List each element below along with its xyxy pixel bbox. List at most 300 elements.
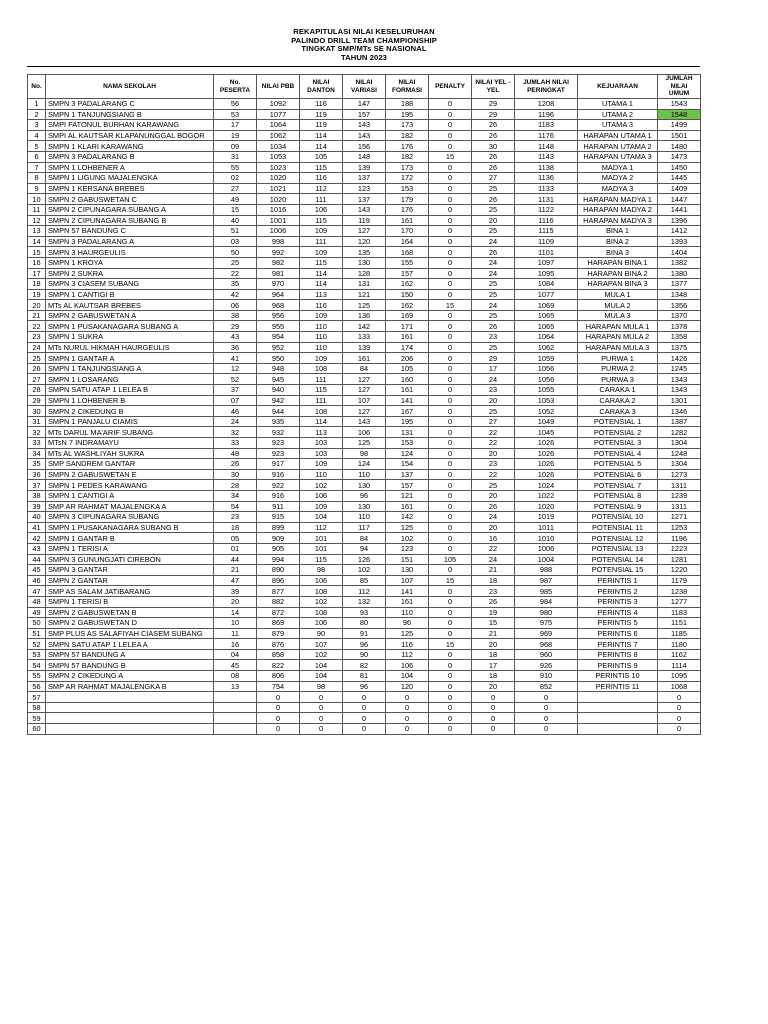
cell-variation-score: 121 bbox=[343, 289, 386, 300]
cell-yel-yel-score: 20 bbox=[472, 681, 515, 692]
table-row bbox=[28, 533, 701, 544]
cell-yel-yel-score: 29 bbox=[472, 109, 515, 120]
cell-ranking-total: 1138 bbox=[515, 162, 578, 173]
cell-variation-score: 123 bbox=[343, 183, 386, 194]
cell-pbb-score: 942 bbox=[257, 395, 300, 406]
cell-general-total: 1271 bbox=[658, 512, 701, 523]
cell-penalty: 0 bbox=[429, 416, 472, 427]
cell-pbb-score: 0 bbox=[257, 713, 300, 724]
cell-pbb-score: 869 bbox=[257, 618, 300, 629]
cell-pbb-score: 932 bbox=[257, 427, 300, 438]
cell-no: 57 bbox=[28, 692, 46, 703]
cell-penalty: 0 bbox=[429, 628, 472, 639]
table-row bbox=[28, 543, 701, 554]
cell-variation-score: 117 bbox=[343, 522, 386, 533]
cell-formation-score: 176 bbox=[386, 204, 429, 215]
table-row bbox=[28, 99, 701, 110]
cell-ranking-total: 1004 bbox=[515, 554, 578, 565]
cell-formation-score: 164 bbox=[386, 236, 429, 247]
cell-general-total: 1223 bbox=[658, 543, 701, 554]
cell-yel-yel-score: 25 bbox=[472, 204, 515, 215]
cell-participant-no bbox=[214, 713, 257, 724]
cell-danton-score: 112 bbox=[300, 522, 343, 533]
cell-school-name: SMPN 1 TERISI A bbox=[46, 543, 214, 554]
cell-danton-score: 113 bbox=[300, 427, 343, 438]
cell-yel-yel-score: 30 bbox=[472, 141, 515, 152]
cell-ranking-total: 1011 bbox=[515, 522, 578, 533]
cell-variation-score: 130 bbox=[343, 480, 386, 491]
cell-school-name: SMPN 2 GABUSWETAN A bbox=[46, 310, 214, 321]
cell-danton-score: 102 bbox=[300, 480, 343, 491]
cell-championship: PERINTIS 10 bbox=[578, 671, 658, 682]
cell-yel-yel-score: 24 bbox=[472, 512, 515, 523]
cell-school-name: SMPN 57 BANDUNG B bbox=[46, 660, 214, 671]
table-row bbox=[28, 586, 701, 597]
title-divider bbox=[27, 66, 700, 67]
cell-formation-score: 173 bbox=[386, 120, 429, 131]
cell-general-total: 1238 bbox=[658, 586, 701, 597]
cell-championship: PERINTIS 4 bbox=[578, 607, 658, 618]
cell-school-name bbox=[46, 692, 214, 703]
cell-general-total: 1480 bbox=[658, 141, 701, 152]
cell-participant-no: 48 bbox=[214, 448, 257, 459]
cell-ranking-total: 975 bbox=[515, 618, 578, 629]
cell-general-total: 0 bbox=[658, 692, 701, 703]
cell-general-total: 1387 bbox=[658, 416, 701, 427]
cell-variation-score: 136 bbox=[343, 310, 386, 321]
cell-variation-score: 130 bbox=[343, 501, 386, 512]
cell-yel-yel-score: 26 bbox=[472, 130, 515, 141]
cell-yel-yel-score: 26 bbox=[472, 596, 515, 607]
cell-school-name: SMPN 1 CANTIGI B bbox=[46, 289, 214, 300]
cell-yel-yel-score: 22 bbox=[472, 543, 515, 554]
cell-penalty: 0 bbox=[429, 406, 472, 417]
cell-ranking-total: 1059 bbox=[515, 353, 578, 364]
cell-variation-score: 94 bbox=[343, 543, 386, 554]
cell-yel-yel-score: 29 bbox=[472, 353, 515, 364]
cell-formation-score: 176 bbox=[386, 141, 429, 152]
cell-participant-no: 23 bbox=[214, 512, 257, 523]
cell-no: 59 bbox=[28, 713, 46, 724]
cell-participant-no: 22 bbox=[214, 268, 257, 279]
cell-pbb-score: 879 bbox=[257, 628, 300, 639]
cell-championship: POTENSIAL 14 bbox=[578, 554, 658, 565]
cell-variation-score: 127 bbox=[343, 226, 386, 237]
cell-championship: HARAPAN UTAMA 2 bbox=[578, 141, 658, 152]
col-header-championship: KEJUARAAN bbox=[578, 75, 658, 99]
table-row bbox=[28, 289, 701, 300]
cell-school-name: SMPN 2 GANTAR bbox=[46, 575, 214, 586]
cell-variation-score: 147 bbox=[343, 99, 386, 110]
cell-formation-score: 131 bbox=[386, 427, 429, 438]
cell-ranking-total: 1196 bbox=[515, 109, 578, 120]
cell-formation-score: 179 bbox=[386, 194, 429, 205]
cell-variation-score: 132 bbox=[343, 596, 386, 607]
cell-ranking-total: 1022 bbox=[515, 490, 578, 501]
cell-formation-score: 162 bbox=[386, 300, 429, 311]
cell-championship: MADYA 2 bbox=[578, 173, 658, 184]
cell-penalty: 0 bbox=[429, 289, 472, 300]
cell-danton-score: 115 bbox=[300, 215, 343, 226]
cell-pbb-score: 954 bbox=[257, 332, 300, 343]
cell-school-name: SMPN SATU ATAP 1 LELEA B bbox=[46, 385, 214, 396]
cell-school-name: MTs AL KAUTSAR BREBES bbox=[46, 300, 214, 311]
cell-penalty: 0 bbox=[429, 374, 472, 385]
cell-no: 46 bbox=[28, 575, 46, 586]
cell-penalty: 0 bbox=[429, 586, 472, 597]
cell-ranking-total: 1020 bbox=[515, 501, 578, 512]
cell-no: 35 bbox=[28, 459, 46, 470]
cell-ranking-total: 1056 bbox=[515, 363, 578, 374]
cell-variation-score: 112 bbox=[343, 586, 386, 597]
cell-yel-yel-score: 18 bbox=[472, 671, 515, 682]
cell-general-total: 1162 bbox=[658, 649, 701, 660]
cell-championship: CARAKA 1 bbox=[578, 385, 658, 396]
cell-penalty: 0 bbox=[429, 204, 472, 215]
table-body bbox=[28, 99, 701, 735]
table-row bbox=[28, 607, 701, 618]
cell-formation-score: 169 bbox=[386, 310, 429, 321]
cell-ranking-total: 1019 bbox=[515, 512, 578, 523]
cell-penalty: 0 bbox=[429, 448, 472, 459]
table-row bbox=[28, 395, 701, 406]
cell-championship: MULA 3 bbox=[578, 310, 658, 321]
cell-yel-yel-score: 26 bbox=[472, 321, 515, 332]
cell-participant-no bbox=[214, 702, 257, 713]
cell-formation-score: 151 bbox=[386, 554, 429, 565]
cell-general-total: 1114 bbox=[658, 660, 701, 671]
cell-championship: MADYA 1 bbox=[578, 162, 658, 173]
cell-pbb-score: 915 bbox=[257, 512, 300, 523]
cell-variation-score: 143 bbox=[343, 120, 386, 131]
cell-general-total: 1356 bbox=[658, 300, 701, 311]
cell-ranking-total: 1064 bbox=[515, 332, 578, 343]
cell-pbb-score: 877 bbox=[257, 586, 300, 597]
cell-championship: UTAMA 3 bbox=[578, 120, 658, 131]
cell-penalty: 0 bbox=[429, 194, 472, 205]
cell-general-total: 1450 bbox=[658, 162, 701, 173]
cell-no: 38 bbox=[28, 490, 46, 501]
cell-pbb-score: 909 bbox=[257, 533, 300, 544]
cell-school-name: SMPN 3 PADALARANG B bbox=[46, 151, 214, 162]
cell-no: 49 bbox=[28, 607, 46, 618]
cell-championship: POTENSIAL 8 bbox=[578, 490, 658, 501]
cell-general-total: 1068 bbox=[658, 681, 701, 692]
cell-variation-score: 157 bbox=[343, 109, 386, 120]
cell-penalty: 0 bbox=[429, 533, 472, 544]
cell-variation-score: 125 bbox=[343, 438, 386, 449]
col-header-penalty: PENALTY bbox=[429, 75, 472, 99]
cell-general-total: 1396 bbox=[658, 215, 701, 226]
cell-variation-score: 106 bbox=[343, 427, 386, 438]
cell-penalty: 0 bbox=[429, 501, 472, 512]
cell-yel-yel-score: 27 bbox=[472, 416, 515, 427]
cell-formation-score: 120 bbox=[386, 681, 429, 692]
cell-penalty: 0 bbox=[429, 702, 472, 713]
cell-variation-score: 139 bbox=[343, 342, 386, 353]
cell-no: 29 bbox=[28, 395, 46, 406]
cell-penalty: 0 bbox=[429, 215, 472, 226]
cell-formation-score: 182 bbox=[386, 151, 429, 162]
cell-general-total: 1151 bbox=[658, 618, 701, 629]
cell-penalty: 0 bbox=[429, 649, 472, 660]
cell-general-total: 1245 bbox=[658, 363, 701, 374]
cell-formation-score: 110 bbox=[386, 607, 429, 618]
cell-general-total: 1277 bbox=[658, 596, 701, 607]
cell-pbb-score: 1064 bbox=[257, 120, 300, 131]
cell-danton-score: 114 bbox=[300, 279, 343, 290]
cell-ranking-total: 1069 bbox=[515, 300, 578, 311]
cell-participant-no bbox=[214, 692, 257, 703]
table-row bbox=[28, 141, 701, 152]
cell-danton-score: 101 bbox=[300, 543, 343, 554]
cell-participant-no: 34 bbox=[214, 490, 257, 501]
cell-pbb-score: 1062 bbox=[257, 130, 300, 141]
cell-penalty: 0 bbox=[429, 257, 472, 268]
cell-general-total: 1499 bbox=[658, 120, 701, 131]
cell-ranking-total: 1065 bbox=[515, 321, 578, 332]
cell-general-total: 1445 bbox=[658, 173, 701, 184]
cell-yel-yel-score: 26 bbox=[472, 501, 515, 512]
col-header-danton-score: NILAI DANTON bbox=[300, 75, 343, 99]
cell-pbb-score: 905 bbox=[257, 543, 300, 554]
cell-yel-yel-score: 23 bbox=[472, 586, 515, 597]
cell-school-name: SMPN 1 PUSAKANAGARA SUBANG A bbox=[46, 321, 214, 332]
cell-penalty: 0 bbox=[429, 279, 472, 290]
col-header-yel-yel-score: NILAI YEL - YEL bbox=[472, 75, 515, 99]
cell-yel-yel-score: 25 bbox=[472, 289, 515, 300]
cell-formation-score: 0 bbox=[386, 692, 429, 703]
cell-participant-no: 40 bbox=[214, 215, 257, 226]
cell-pbb-score: 922 bbox=[257, 480, 300, 491]
cell-school-name: SMPN 2 CIKEDUNG B bbox=[46, 406, 214, 417]
cell-danton-score: 115 bbox=[300, 554, 343, 565]
cell-formation-score: 123 bbox=[386, 543, 429, 554]
cell-ranking-total: 1065 bbox=[515, 310, 578, 321]
cell-school-name: SMPN 1 KERSANA BREBES bbox=[46, 183, 214, 194]
cell-championship bbox=[578, 724, 658, 735]
cell-pbb-score: 1021 bbox=[257, 183, 300, 194]
cell-participant-no: 45 bbox=[214, 660, 257, 671]
cell-yel-yel-score: 0 bbox=[472, 724, 515, 735]
cell-formation-score: 153 bbox=[386, 438, 429, 449]
report-title-line-4: TAHUN 2023 bbox=[340, 52, 387, 62]
cell-participant-no: 50 bbox=[214, 247, 257, 258]
cell-participant-no: 56 bbox=[214, 99, 257, 110]
cell-penalty: 0 bbox=[429, 522, 472, 533]
cell-championship: POTENSIAL 12 bbox=[578, 533, 658, 544]
cell-danton-score: 104 bbox=[300, 660, 343, 671]
col-header-general-total: JUMLAH NILAI UMUM bbox=[658, 75, 701, 99]
cell-no: 34 bbox=[28, 448, 46, 459]
cell-formation-score: 195 bbox=[386, 109, 429, 120]
cell-championship: BINA 2 bbox=[578, 236, 658, 247]
table-row bbox=[28, 660, 701, 671]
cell-pbb-score: 952 bbox=[257, 342, 300, 353]
cell-general-total: 1282 bbox=[658, 427, 701, 438]
cell-penalty: 0 bbox=[429, 130, 472, 141]
cell-penalty: 0 bbox=[429, 173, 472, 184]
cell-danton-score: 116 bbox=[300, 173, 343, 184]
cell-penalty: 0 bbox=[429, 395, 472, 406]
cell-variation-score: 130 bbox=[343, 257, 386, 268]
table-row bbox=[28, 406, 701, 417]
cell-general-total: 1346 bbox=[658, 406, 701, 417]
cell-pbb-score: 1053 bbox=[257, 151, 300, 162]
cell-yel-yel-score: 24 bbox=[472, 300, 515, 311]
cell-participant-no: 12 bbox=[214, 363, 257, 374]
cell-general-total: 1404 bbox=[658, 247, 701, 258]
cell-danton-score: 111 bbox=[300, 374, 343, 385]
cell-championship: CARAKA 3 bbox=[578, 406, 658, 417]
cell-pbb-score: 982 bbox=[257, 257, 300, 268]
cell-participant-no: 04 bbox=[214, 649, 257, 660]
cell-danton-score: 109 bbox=[300, 226, 343, 237]
cell-pbb-score: 992 bbox=[257, 247, 300, 258]
cell-yel-yel-score: 23 bbox=[472, 332, 515, 343]
cell-ranking-total: 1183 bbox=[515, 120, 578, 131]
cell-formation-score: 172 bbox=[386, 173, 429, 184]
cell-yel-yel-score: 26 bbox=[472, 151, 515, 162]
cell-variation-score: 125 bbox=[343, 300, 386, 311]
cell-participant-no: 37 bbox=[214, 385, 257, 396]
cell-participant-no: 29 bbox=[214, 321, 257, 332]
cell-variation-score: 161 bbox=[343, 353, 386, 364]
cell-championship: POTENSIAL 1 bbox=[578, 416, 658, 427]
table-row bbox=[28, 226, 701, 237]
cell-danton-score: 0 bbox=[300, 724, 343, 735]
cell-participant-no: 13 bbox=[214, 681, 257, 692]
report-title-block bbox=[0, 28, 728, 62]
cell-formation-score: 102 bbox=[386, 533, 429, 544]
cell-participant-no: 32 bbox=[214, 427, 257, 438]
cell-championship: HARAPAN MADYA 3 bbox=[578, 215, 658, 226]
cell-formation-score: 162 bbox=[386, 279, 429, 290]
cell-penalty: 0 bbox=[429, 141, 472, 152]
cell-championship: PURWA 1 bbox=[578, 353, 658, 364]
cell-variation-score: 148 bbox=[343, 151, 386, 162]
cell-variation-score: 80 bbox=[343, 618, 386, 629]
cell-championship: POTENSIAL 3 bbox=[578, 438, 658, 449]
cell-yel-yel-score: 27 bbox=[472, 173, 515, 184]
cell-school-name: MTs AL WASHLIYAH SUKRA bbox=[46, 448, 214, 459]
cell-participant-no: 06 bbox=[214, 300, 257, 311]
cell-ranking-total: 1176 bbox=[515, 130, 578, 141]
table-row bbox=[28, 628, 701, 639]
cell-danton-score: 114 bbox=[300, 130, 343, 141]
cell-participant-no: 44 bbox=[214, 554, 257, 565]
cell-general-total: 1380 bbox=[658, 268, 701, 279]
cell-general-total: 1548 bbox=[658, 109, 701, 120]
cell-formation-score: 168 bbox=[386, 247, 429, 258]
cell-yel-yel-score: 21 bbox=[472, 628, 515, 639]
cell-penalty: 0 bbox=[429, 183, 472, 194]
cell-school-name: SMPN 2 CIPUNAGARA SUBANG B bbox=[46, 215, 214, 226]
cell-school-name: SMPN 2 GABUSWETAN B bbox=[46, 607, 214, 618]
cell-pbb-score: 917 bbox=[257, 459, 300, 470]
col-header-formation-score: NILAI FORMASI bbox=[386, 75, 429, 99]
cell-general-total: 1426 bbox=[658, 353, 701, 364]
table-row bbox=[28, 236, 701, 247]
cell-yel-yel-score: 26 bbox=[472, 247, 515, 258]
cell-no: 9 bbox=[28, 183, 46, 194]
cell-general-total: 1447 bbox=[658, 194, 701, 205]
cell-ranking-total: 910 bbox=[515, 671, 578, 682]
cell-no: 8 bbox=[28, 173, 46, 184]
cell-variation-score: 82 bbox=[343, 660, 386, 671]
cell-formation-score: 161 bbox=[386, 332, 429, 343]
cell-participant-no: 33 bbox=[214, 438, 257, 449]
cell-yel-yel-score: 20 bbox=[472, 522, 515, 533]
cell-variation-score: 110 bbox=[343, 469, 386, 480]
cell-variation-score: 0 bbox=[343, 692, 386, 703]
cell-formation-score: 160 bbox=[386, 374, 429, 385]
cell-danton-score: 114 bbox=[300, 416, 343, 427]
cell-formation-score: 141 bbox=[386, 395, 429, 406]
table-row bbox=[28, 310, 701, 321]
cell-ranking-total: 1006 bbox=[515, 543, 578, 554]
cell-no: 6 bbox=[28, 151, 46, 162]
cell-danton-score: 108 bbox=[300, 607, 343, 618]
cell-ranking-total: 0 bbox=[515, 692, 578, 703]
cell-pbb-score: 923 bbox=[257, 448, 300, 459]
cell-formation-score: 121 bbox=[386, 490, 429, 501]
cell-ranking-total: 1116 bbox=[515, 215, 578, 226]
table-row bbox=[28, 363, 701, 374]
cell-danton-score: 115 bbox=[300, 162, 343, 173]
cell-participant-no: 21 bbox=[214, 565, 257, 576]
cell-penalty: 0 bbox=[429, 713, 472, 724]
table-row bbox=[28, 130, 701, 141]
cell-participant-no: 05 bbox=[214, 533, 257, 544]
cell-yel-yel-score: 21 bbox=[472, 565, 515, 576]
table-row bbox=[28, 300, 701, 311]
cell-pbb-score: 1006 bbox=[257, 226, 300, 237]
cell-pbb-score: 944 bbox=[257, 406, 300, 417]
cell-championship: HARAPAN MADYA 1 bbox=[578, 194, 658, 205]
cell-general-total: 1239 bbox=[658, 490, 701, 501]
cell-penalty: 0 bbox=[429, 565, 472, 576]
table-row bbox=[28, 321, 701, 332]
cell-pbb-score: 998 bbox=[257, 236, 300, 247]
cell-participant-no: 17 bbox=[214, 120, 257, 131]
cell-no: 13 bbox=[28, 226, 46, 237]
cell-danton-score: 102 bbox=[300, 596, 343, 607]
cell-variation-score: 107 bbox=[343, 395, 386, 406]
table-row bbox=[28, 480, 701, 491]
cell-pbb-score: 981 bbox=[257, 268, 300, 279]
cell-no: 33 bbox=[28, 438, 46, 449]
cell-danton-score: 105 bbox=[300, 151, 343, 162]
cell-formation-score: 161 bbox=[386, 215, 429, 226]
cell-danton-score: 112 bbox=[300, 183, 343, 194]
cell-pbb-score: 1016 bbox=[257, 204, 300, 215]
cell-danton-score: 109 bbox=[300, 459, 343, 470]
table-row bbox=[28, 575, 701, 586]
col-header-school-name: NAMA SEKOLAH bbox=[46, 75, 214, 99]
cell-general-total: 1393 bbox=[658, 236, 701, 247]
cell-championship: MADYA 3 bbox=[578, 183, 658, 194]
cell-penalty: 0 bbox=[429, 226, 472, 237]
cell-championship: PURWA 3 bbox=[578, 374, 658, 385]
cell-yel-yel-score: 20 bbox=[472, 215, 515, 226]
cell-yel-yel-score: 24 bbox=[472, 257, 515, 268]
table-row bbox=[28, 512, 701, 523]
cell-penalty: 0 bbox=[429, 236, 472, 247]
cell-variation-score: 119 bbox=[343, 215, 386, 226]
cell-yel-yel-score: 29 bbox=[472, 99, 515, 110]
table-row bbox=[28, 639, 701, 650]
